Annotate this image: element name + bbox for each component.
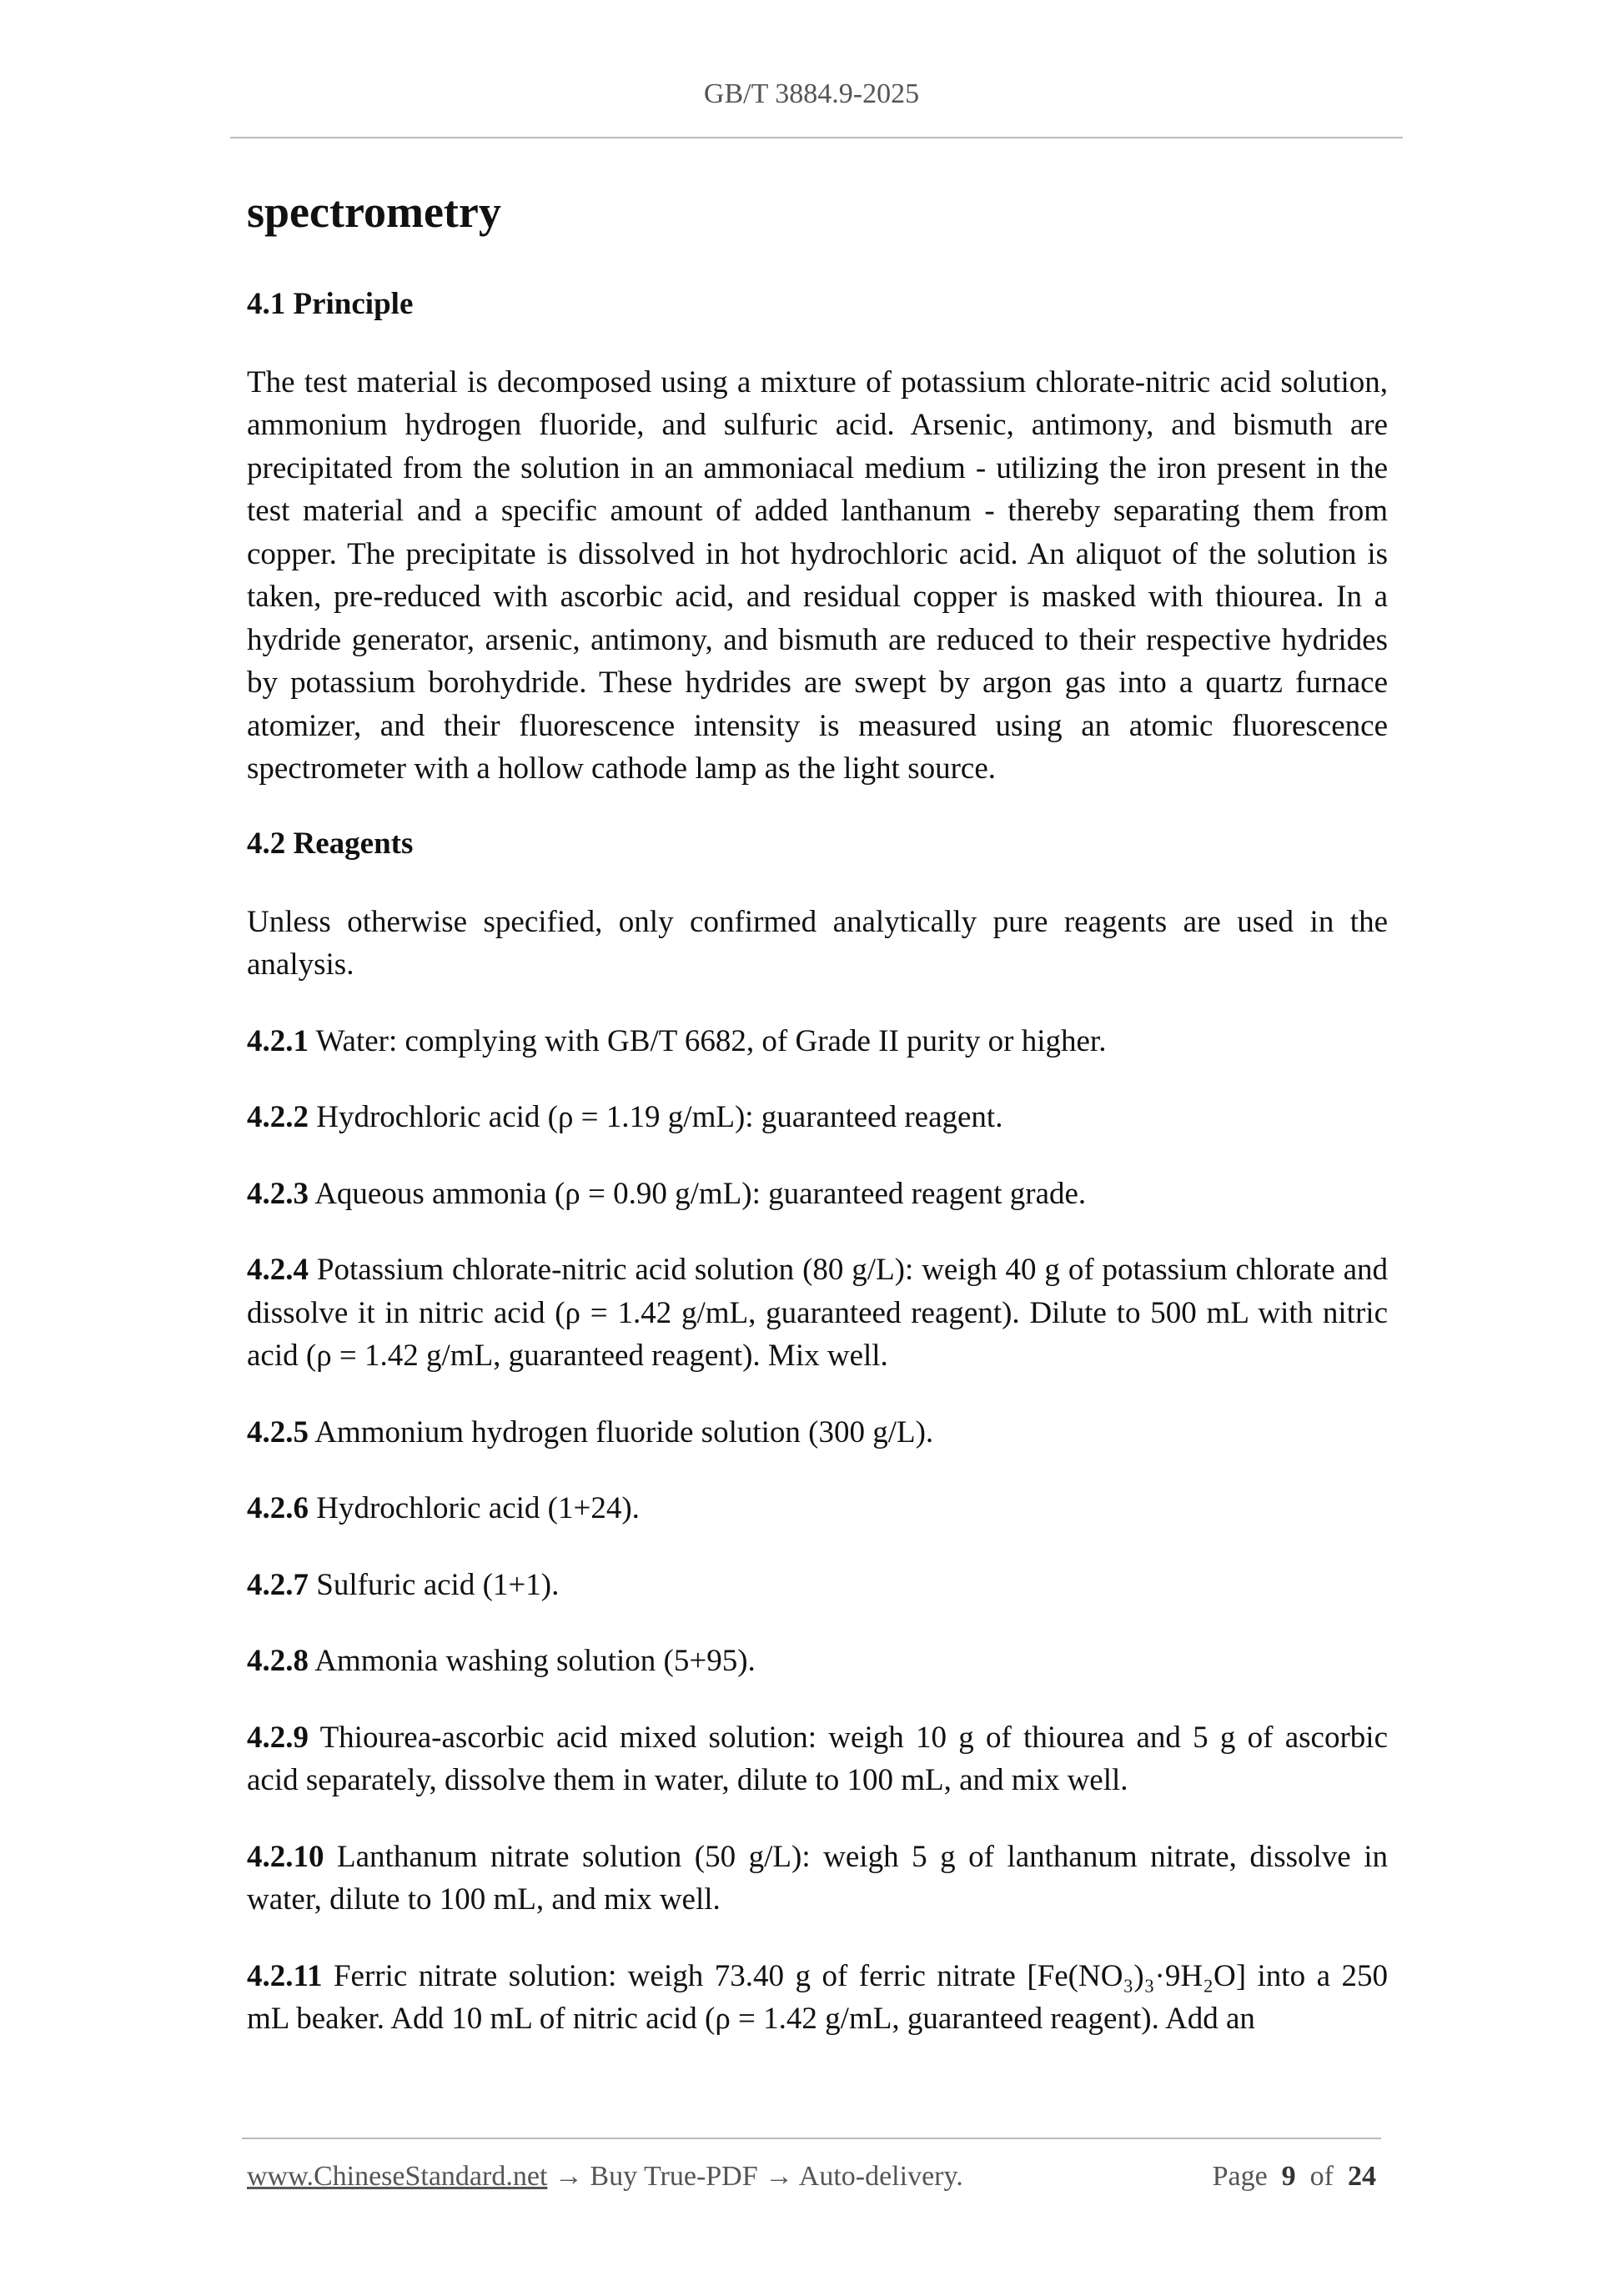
page-content	[247, 185, 1388, 2074]
reagent-number: 4.2.2	[247, 1100, 309, 1135]
footer-divider	[242, 2138, 1381, 2139]
reagent-text: Hydrochloric acid (ρ = 1.19 g/mL): guaranteed reagent.	[309, 1100, 1003, 1135]
footer-promo	[247, 2161, 963, 2193]
reagent-item-4-2-4	[247, 1248, 1388, 1378]
reagents-heading: 4.2 Reagents	[247, 826, 414, 861]
reagent-text: Lanthanum nitrate solution (50 g/L): weigh 5 g of lanthanum nitrate, dissolve in water, dilute to 100 mL, and mix well.	[247, 1839, 1388, 1917]
reagent-text: Sulfuric acid (1+1).	[309, 1567, 560, 1602]
page-label: Page	[1212, 2161, 1268, 2192]
reagent-item-4-2-2	[247, 1096, 1388, 1139]
reagent-text: Potassium chlorate-nitric acid solution (80 g/L): weigh 40 g of potassium chlorate and dissolve it in nitric acid (ρ = 1.42 g/mL, guaranteed reagent). Dilute to 500 mL with nitric acid (ρ = 1.42 g/mL, guaranteed reagent). Mix well.	[247, 1253, 1388, 1374]
reagent-item-4-2-7	[247, 1564, 1388, 1607]
reagent-text: Hydrochloric acid (1+24).	[309, 1491, 640, 1526]
reagent-item-4-2-9	[247, 1716, 1388, 1802]
reagent-number: 4.2.11	[247, 1958, 323, 1993]
page-number: 9	[1281, 2161, 1296, 2192]
reagent-number: 4.2.3	[247, 1176, 309, 1211]
reagent-text: Ammonium hydrogen fluoride solution (300 g/L).	[309, 1414, 934, 1449]
reagent-item-4-2-8	[247, 1640, 1388, 1683]
reagent-item-4-2-3	[247, 1173, 1388, 1216]
reagent-number: 4.2.6	[247, 1491, 309, 1526]
reagent-number: 4.2.10	[247, 1839, 324, 1874]
reagent-item-4-2-10	[247, 1836, 1388, 1922]
reagent-number: 4.2.7	[247, 1567, 309, 1602]
reagent-item-4-2-1	[247, 1020, 1388, 1063]
page-total: 24	[1348, 2161, 1376, 2192]
reagent-number: 4.2.5	[247, 1414, 309, 1449]
reagent-number: 4.2.8	[247, 1644, 309, 1679]
reagent-number: 4.2.9	[247, 1720, 309, 1755]
page-indicator	[1213, 2161, 1376, 2193]
footer-promo-text: → Buy True-PDF → Auto-delivery.	[547, 2161, 963, 2192]
document-id-header: GB/T 3884.9-2025	[703, 78, 920, 109]
reagents-intro: Unless otherwise specified, only confirmed analytically pure reagents are used in the analysis.	[247, 904, 1388, 982]
principle-heading: 4.1 Principle	[247, 286, 414, 321]
section-title: spectrometry	[247, 187, 501, 237]
reagent-text: Ammonia washing solution (5+95).	[309, 1644, 756, 1679]
reagent-item-4-2-6	[247, 1487, 1388, 1530]
reagent-text: Thiourea-ascorbic acid mixed solution: weigh 10 g of thiourea and 5 g of ascorbic acid separately, dissolve them in water, dilute to 100 mL, and mix well.	[247, 1720, 1388, 1798]
reagent-item-4-2-11	[247, 1955, 1388, 2041]
reagent-item-4-2-5	[247, 1411, 1388, 1454]
reagent-text: Water: complying with GB/T 6682, of Grade II purity or higher.	[309, 1023, 1107, 1058]
of-label: of	[1309, 2161, 1334, 2192]
reagent-number: 4.2.1	[247, 1023, 309, 1058]
reagent-number: 4.2.4	[247, 1253, 309, 1288]
header-divider	[230, 137, 1403, 138]
principle-paragraph: The test material is decomposed using a mixture of potassium chlorate-nitric acid solution, ammonium hydrogen fluoride, and sulfuric acid. Arsenic, antimony, and bismuth are precipitated from the solution in an ammoniacal medium - utilizing the iron present in the test material and a specific amount of added lanthanum - thereby separating them from copper. The precipitate is dissolved in hot hydrochloric acid. An aliquot of the solution is taken, pre-reduced with ascorbic acid, and residual copper is masked with thiourea. In a hydride generator, arsenic, antimony, and bismuth are reduced to their respective hydrides by potassium borohydride. These hydrides are swept by argon gas into a quartz furnace atomizer, and their fluorescence intensity is measured using an atomic fluorescence spectrometer with a hollow cathode lamp as the light source.	[247, 364, 1388, 786]
reagent-text: Aqueous ammonia (ρ = 0.90 g/mL): guaranteed reagent grade.	[309, 1176, 1087, 1211]
site-link[interactable]: www.ChineseStandard.net	[247, 2161, 548, 2192]
reagent-text: Ferric nitrate solution: weigh 73.40 g of ferric nitrate [Fe(NO₃)₃·9H₂O] into a 250 mL beaker. Add 10 mL of nitric acid (ρ = 1.42 g/mL, guaranteed reagent). Add an	[247, 1958, 1388, 2037]
